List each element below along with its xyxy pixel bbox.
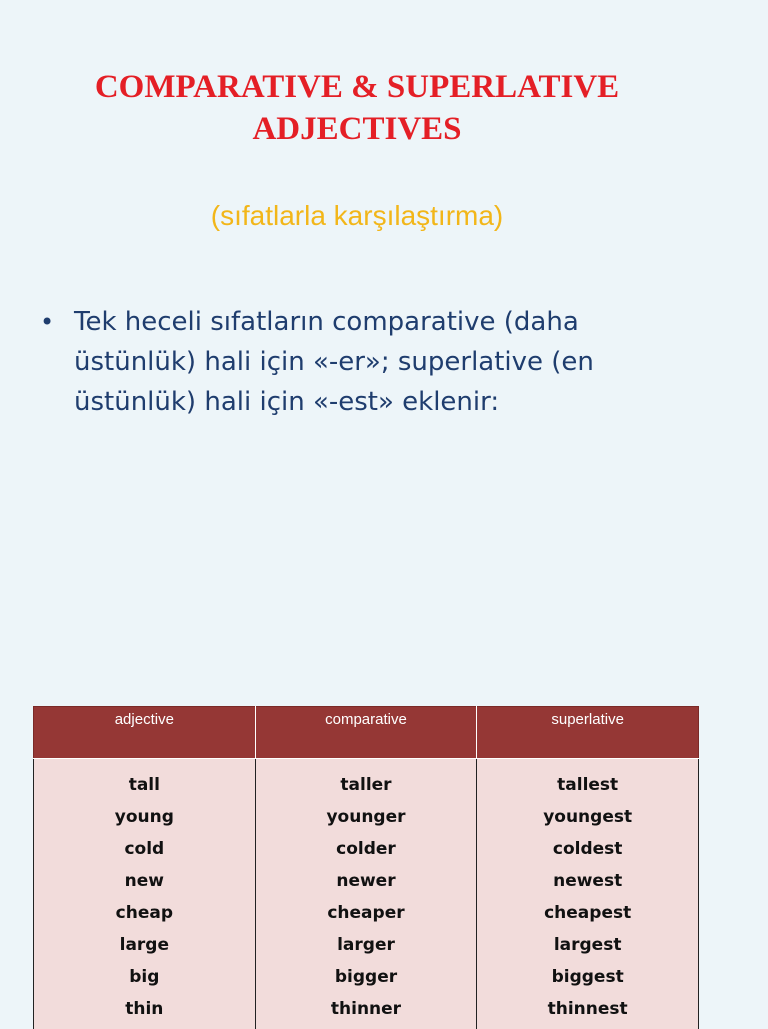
comparative-column (255, 759, 477, 1029)
table-cell: tallest (477, 769, 698, 801)
table-cell: bigger (256, 961, 477, 993)
table-header-row (34, 707, 699, 759)
bullet-point (40, 302, 680, 422)
table-cell: large (34, 929, 255, 961)
table-cell: thinner (256, 993, 477, 1025)
superlative-column (477, 759, 699, 1029)
table-cell: cold (34, 833, 255, 865)
header-superlative: superlative (477, 707, 699, 759)
table-cell: taller (256, 769, 477, 801)
adjective-column (34, 759, 256, 1029)
table-cell: younger (256, 801, 477, 833)
table-cell: thinnest (477, 993, 698, 1025)
table-cell: newest (477, 865, 698, 897)
subtitle: (sıfatlarla karşılaştırma) (0, 196, 714, 236)
table-cell: larger (256, 929, 477, 961)
table-cell: coldest (477, 833, 698, 865)
table-cell: big (34, 961, 255, 993)
table-cell: thin (34, 993, 255, 1025)
bullet-text-line-3: üstünlük) hali için «-est» eklenir: (40, 382, 680, 422)
adjectives-table (33, 706, 699, 1029)
header-adjective: adjective (34, 707, 256, 759)
title-line-1: COMPARATIVE & SUPERLATIVE (0, 66, 714, 108)
table-cell: biggest (477, 961, 698, 993)
table-cell: cheaper (256, 897, 477, 929)
header-comparative: comparative (255, 707, 477, 759)
bullet-text-line-1: Tek heceli sıfatların comparative (daha (40, 302, 680, 342)
bullet-text-line-2: üstünlük) hali için «-er»; superlative (en (40, 342, 680, 382)
table-cell: youngest (477, 801, 698, 833)
table-cell: largest (477, 929, 698, 961)
table-cell: new (34, 865, 255, 897)
bullet-dot-icon: • (40, 302, 54, 342)
table-row (34, 759, 699, 1029)
table-cell: cheapest (477, 897, 698, 929)
title-line-2: ADJECTIVES (0, 108, 714, 150)
table-cell: tall (34, 769, 255, 801)
table-cell: colder (256, 833, 477, 865)
table-cell: newer (256, 865, 477, 897)
page-title (0, 66, 714, 150)
table-cell: young (34, 801, 255, 833)
table-cell: cheap (34, 897, 255, 929)
